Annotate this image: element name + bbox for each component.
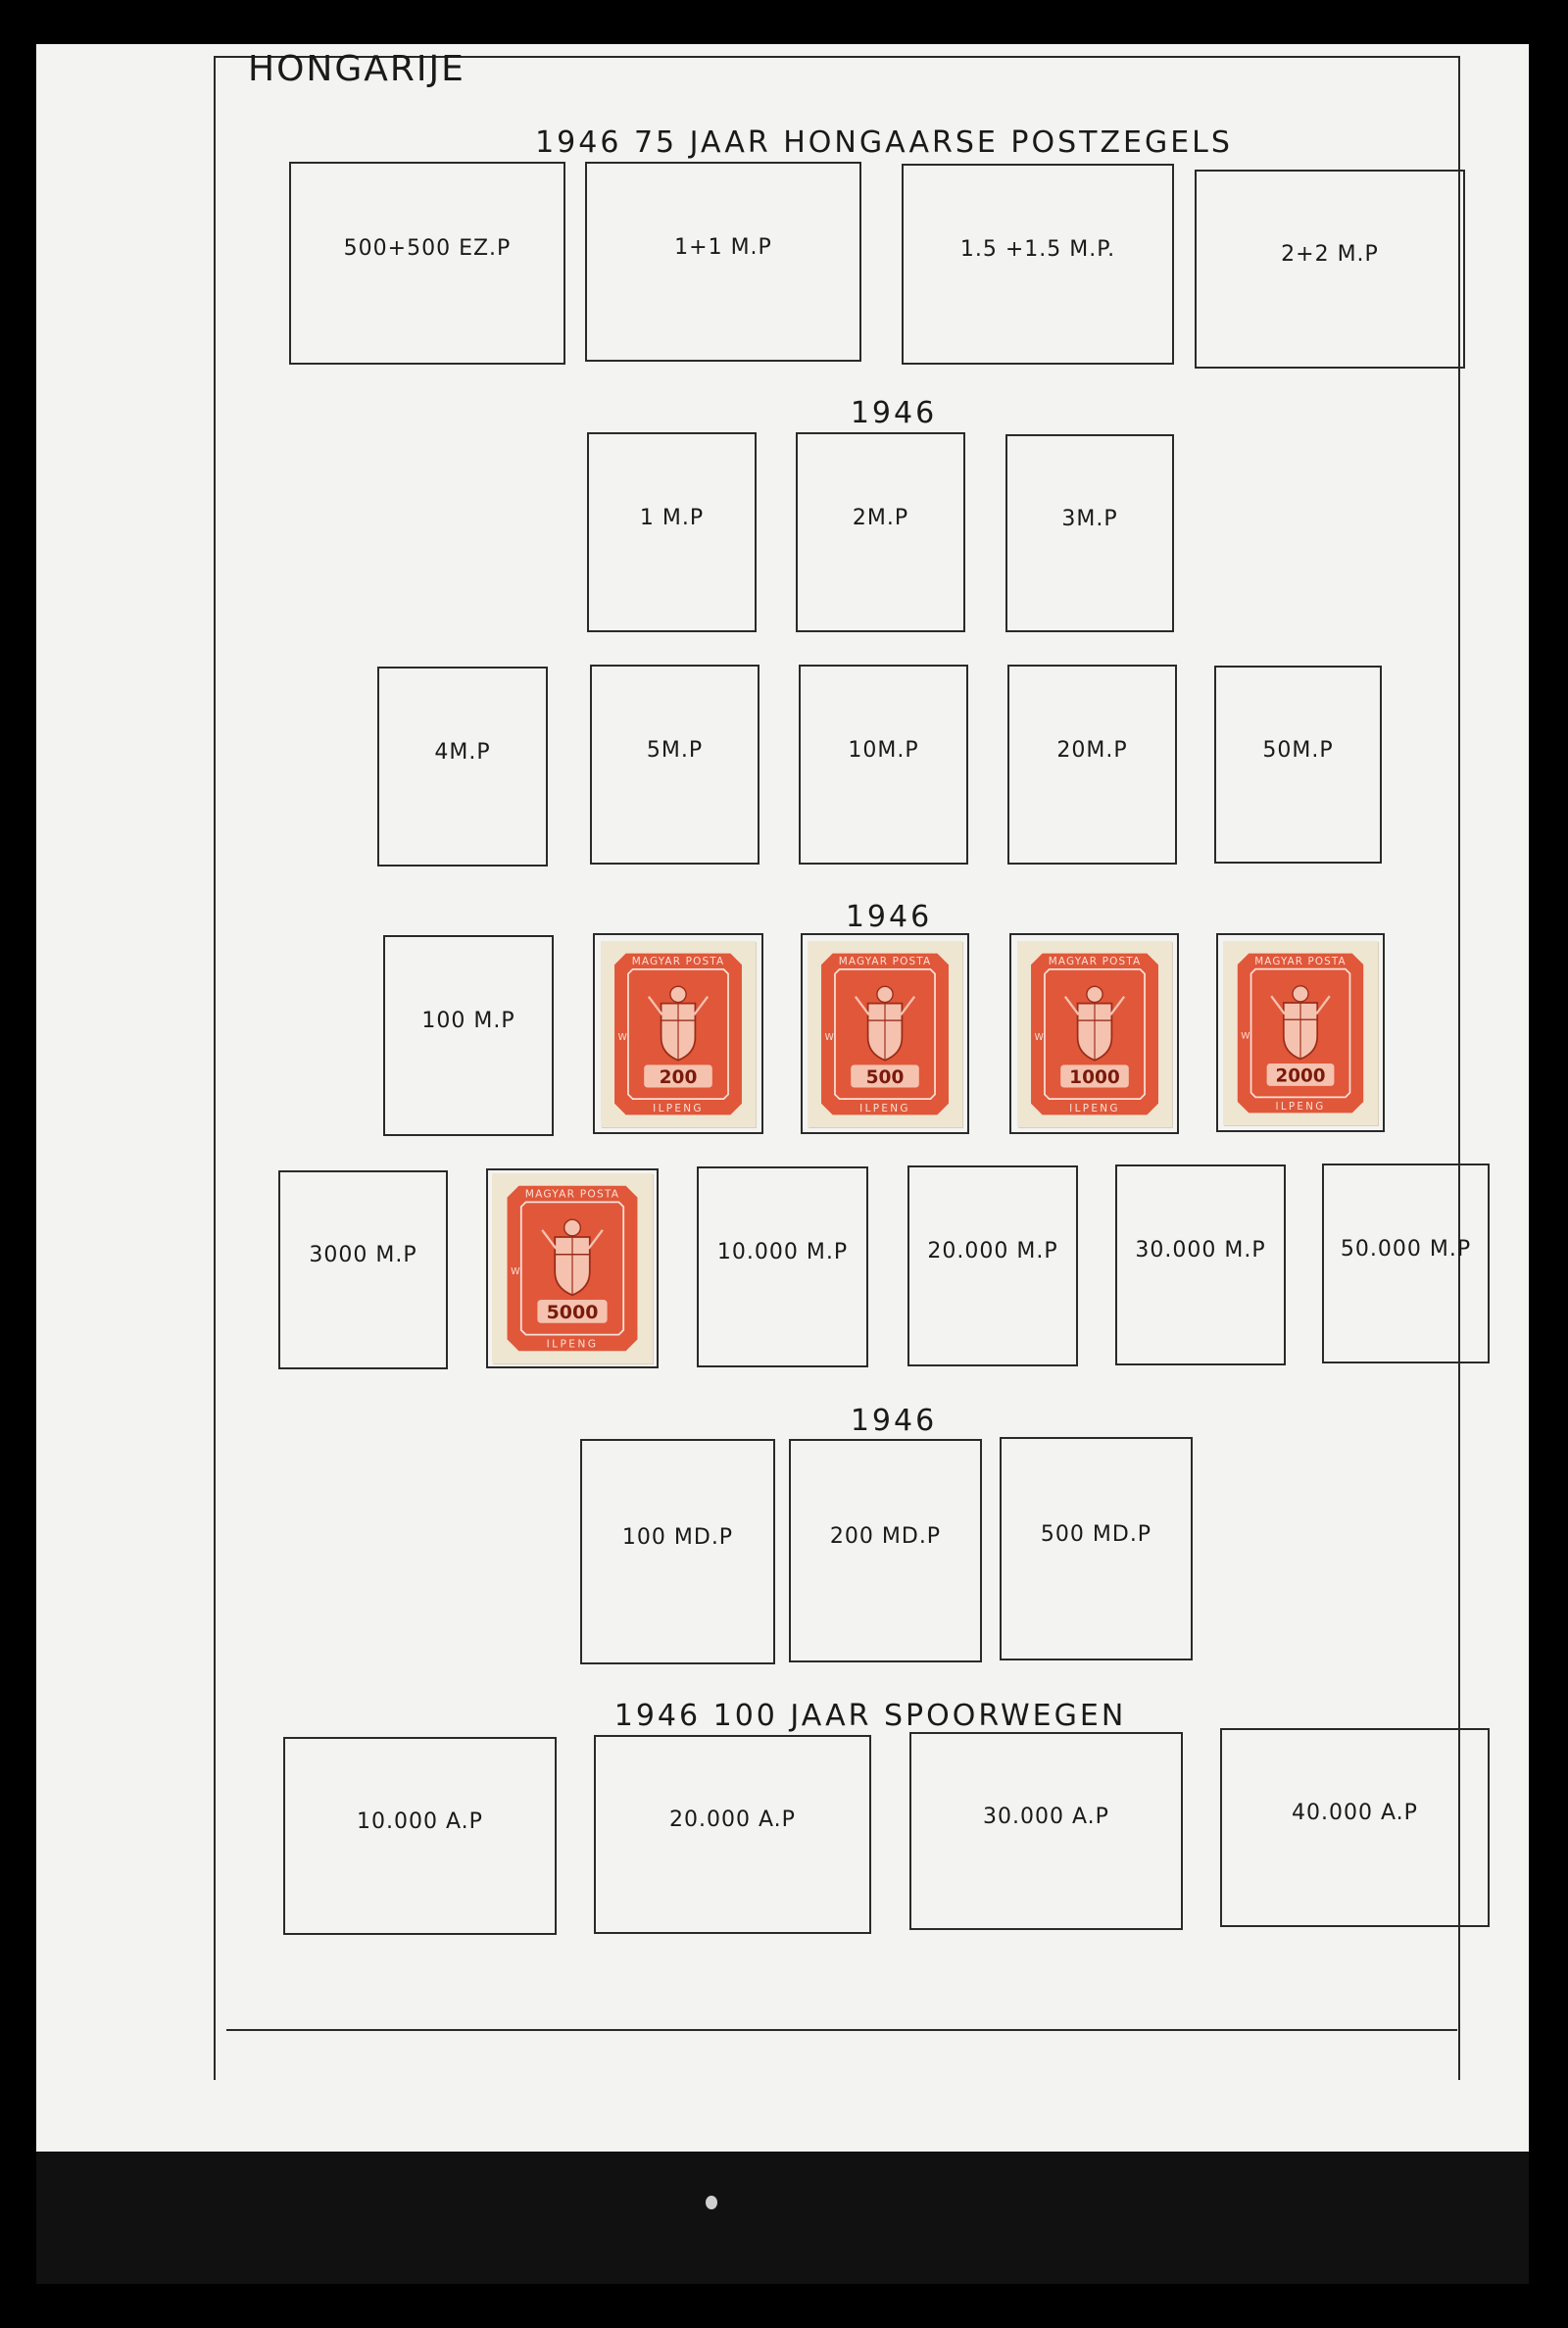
stamp-slot xyxy=(580,1439,775,1664)
stamp-slot xyxy=(1005,434,1174,632)
stamp-side-text: W xyxy=(511,1265,520,1277)
slot-label: 500 MD.P xyxy=(1040,1521,1152,1547)
dust-speck xyxy=(706,2196,717,2209)
stamp-side-text: W xyxy=(824,1031,834,1043)
slot-label: 10.000 A.P xyxy=(357,1808,483,1834)
slot-label: 2+2 M.P xyxy=(1281,242,1379,267)
stamp-value: 5000 xyxy=(546,1302,599,1324)
stamp-slot xyxy=(283,1737,557,1935)
stamp-slot xyxy=(587,432,757,632)
stamp-value: 200 xyxy=(659,1066,698,1088)
crown-icon xyxy=(1293,985,1308,1001)
stamp-slot xyxy=(594,1735,871,1934)
stamp-image xyxy=(609,949,748,1119)
stamp-slot xyxy=(801,933,969,1134)
section-heading-2: 1946 xyxy=(850,396,938,430)
stamp-image xyxy=(815,949,955,1119)
slot-label: 1+1 M.P xyxy=(674,234,772,260)
stamp-slot xyxy=(383,935,554,1136)
crown-icon xyxy=(670,986,686,1002)
stamp-top-text: MAGYAR POSTA xyxy=(1254,955,1347,967)
slot-label: 1 M.P xyxy=(639,505,705,530)
stamp-slot xyxy=(585,162,861,362)
slot-label: 100 M.P xyxy=(421,1009,515,1033)
stamp-500 xyxy=(808,941,962,1127)
stamp-1000 xyxy=(1017,941,1172,1127)
stamp-bottom-text: ILPENG xyxy=(1068,1102,1120,1114)
stamp-bottom-text: ILPENG xyxy=(546,1337,599,1351)
section-heading-1: 1946 75 JAAR HONGAARSE POSTZEGELS xyxy=(535,125,1233,160)
stamp-slot xyxy=(377,667,548,867)
slot-label: 20.000 A.P xyxy=(669,1808,796,1832)
stamp-value: 1000 xyxy=(1068,1066,1120,1088)
slot-label: 100 MD.P xyxy=(621,1524,734,1550)
slot-label: 20.000 M.P xyxy=(927,1239,1058,1263)
stamp-slot xyxy=(590,665,760,865)
stamp-slot xyxy=(789,1439,982,1662)
slot-label: 30.000 M.P xyxy=(1135,1238,1266,1263)
stamp-slot xyxy=(1195,170,1465,369)
slot-label: 200 MD.P xyxy=(829,1523,942,1549)
stamp-slot xyxy=(593,933,763,1134)
stamp-bottom-text: ILPENG xyxy=(859,1102,910,1114)
slot-label: 2M.P xyxy=(852,505,909,530)
crown-icon xyxy=(564,1219,581,1236)
stamp-slot xyxy=(796,432,965,632)
stamp-side-text: W xyxy=(617,1031,627,1043)
slot-label: 40.000 A.P xyxy=(1292,1801,1418,1825)
slot-label: 10.000 M.P xyxy=(716,1240,849,1264)
slot-label: 5M.P xyxy=(646,737,704,763)
stamp-slot xyxy=(909,1732,1183,1930)
crown-icon xyxy=(1086,986,1102,1002)
slot-label: 3M.P xyxy=(1061,506,1118,531)
stamp-image xyxy=(500,1181,645,1356)
stamp-side-text: W xyxy=(1241,1030,1250,1042)
stamp-slot xyxy=(1220,1728,1490,1927)
stamp-200 xyxy=(601,941,756,1127)
country-title: HONGARIJE xyxy=(248,49,466,89)
section-heading-4: 1946 xyxy=(850,1404,938,1438)
stamp-slot xyxy=(1000,1437,1193,1660)
stamp-slot xyxy=(486,1168,659,1368)
stamp-top-text: MAGYAR POSTA xyxy=(838,955,932,967)
album-edge-shadow xyxy=(36,2152,1529,2284)
stamp-value: 2000 xyxy=(1275,1065,1326,1086)
section-heading-3: 1946 xyxy=(845,900,933,934)
stamp-2000 xyxy=(1223,941,1378,1125)
stamp-slot xyxy=(799,665,968,865)
slot-label: 1.5 +1.5 M.P. xyxy=(959,237,1116,262)
stamp-slot xyxy=(289,162,565,365)
stamp-slot xyxy=(1115,1164,1286,1365)
stamp-5000 xyxy=(492,1173,653,1363)
slot-label: 50.000 M.P xyxy=(1340,1236,1472,1262)
footer-rule xyxy=(226,2029,1457,2031)
stamp-image xyxy=(1231,949,1370,1117)
stamp-top-text: MAGYAR POSTA xyxy=(631,955,725,967)
slot-label: 500+500 EZ.P xyxy=(343,236,512,261)
section-heading-5: 1946 100 JAAR SPOORWEGEN xyxy=(613,1699,1127,1733)
stamp-side-text: W xyxy=(1034,1031,1044,1043)
slot-label: 20M.P xyxy=(1056,737,1128,763)
stamp-slot xyxy=(278,1170,448,1369)
stamp-bottom-text: ILPENG xyxy=(653,1102,704,1114)
stamp-slot xyxy=(1009,933,1179,1134)
stamp-slot xyxy=(907,1165,1078,1366)
stamp-top-text: MAGYAR POSTA xyxy=(1048,955,1141,967)
slot-label: 50M.P xyxy=(1262,737,1334,763)
stamp-slot xyxy=(1214,666,1382,864)
stamp-slot xyxy=(1216,933,1385,1132)
stamp-slot xyxy=(902,164,1174,365)
slot-label: 3000 M.P xyxy=(309,1243,417,1267)
stamp-slot xyxy=(1007,665,1177,865)
crown-icon xyxy=(877,986,893,1002)
stamp-value: 500 xyxy=(865,1066,905,1088)
stamp-slot xyxy=(697,1166,868,1367)
stamp-image xyxy=(1025,949,1164,1119)
slot-label: 30.000 A.P xyxy=(983,1804,1109,1829)
stamp-bottom-text: ILPENG xyxy=(1275,1100,1326,1113)
slot-label: 4M.P xyxy=(434,739,491,765)
stamp-top-text: MAGYAR POSTA xyxy=(524,1187,620,1201)
stamp-slot xyxy=(1322,1164,1490,1363)
slot-label: 10M.P xyxy=(848,737,919,763)
